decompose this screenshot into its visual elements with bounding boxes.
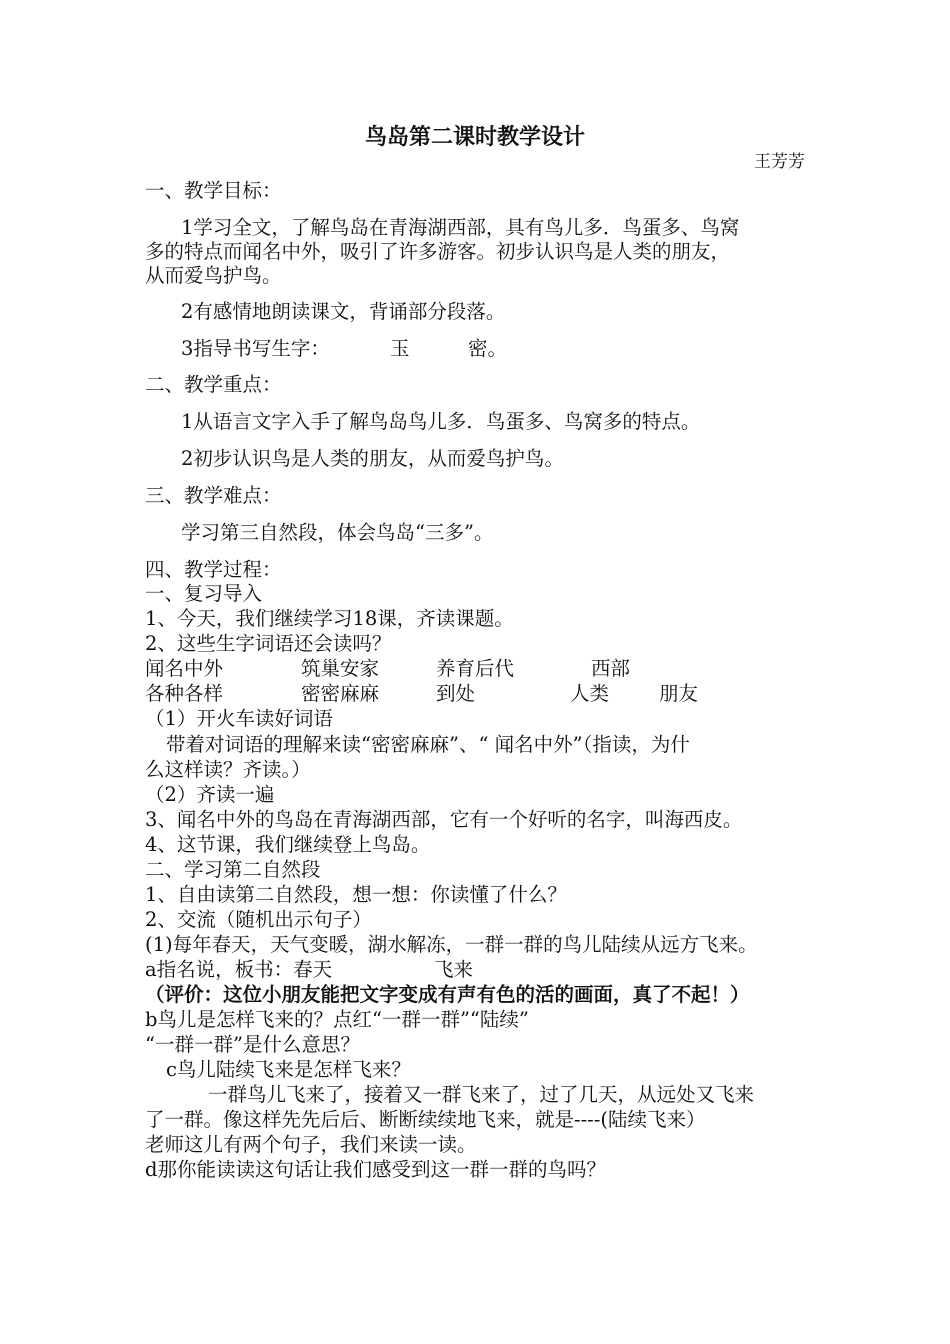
process-part1-sub1-detail-line2: 么这样读？齐读。）: [145, 758, 311, 781]
process-part1-line2: 2、这些生字词语还会读吗？: [145, 632, 392, 655]
process-part1-sub1-detail-line1: 带着对词语的理解来读“密密麻麻”、“ 闻名中外”（指读，为什: [166, 733, 690, 756]
goal1-line2: 多的特点而闻名中外，吸引了许多游客。初步认识鸟是人类的朋友，: [145, 240, 731, 263]
word-item: 人类: [570, 682, 610, 705]
key2: 2初步认识鸟是人类的朋友，从而爱鸟护鸟。: [181, 447, 564, 470]
key1: 1从语言文字入手了解鸟岛鸟儿多．鸟蛋多、鸟窝多的特点。: [181, 410, 701, 433]
goal2: 2有感情地朗读课文，背诵部分段落。: [181, 300, 506, 323]
difficulty1: 学习第三自然段，体会鸟岛“三多”。: [181, 521, 494, 544]
evaluation-note: （评价：这位小朋友能把文字变成有声有色的活的画面，真了不起！）: [145, 983, 750, 1006]
process-part1-sub1: （1）开火车读好词语: [145, 707, 333, 730]
process-part2-b: b鸟儿是怎样飞来的？点红“一群一群”“陆续”: [145, 1008, 529, 1031]
document-title: 鸟岛第二课时教学设计: [364, 125, 585, 150]
word-item: 闻名中外: [145, 657, 224, 680]
goal3-char1: 玉: [390, 337, 410, 360]
process-heading: 四、教学过程：: [145, 558, 282, 581]
word-item: 养育后代: [436, 657, 515, 680]
difficulty-heading: 三、教学难点：: [145, 484, 282, 507]
process-part2-c: c鸟儿陆续飞来是怎样飞来？: [166, 1058, 411, 1081]
process-part2-b2: “一群一群”是什么意思？: [145, 1033, 360, 1056]
goal1-line3: 从而爱鸟护鸟。: [145, 264, 282, 287]
key-heading: 二、教学重点：: [145, 373, 282, 396]
process-part1-line3: 3、闻名中外的鸟岛在青海湖西部，它有一个好听的名字，叫海西皮。: [145, 808, 743, 831]
goals-heading: 一、教学目标：: [145, 179, 282, 202]
process-part2-line3: (1)每年春天，天气变暖，湖水解冻，一群一群的鸟儿陆续从远方飞来。: [145, 933, 758, 956]
process-part2-a-label: a指名说，板书：春天: [145, 958, 333, 981]
process-part1-line1: 1、今天，我们继续学习18课，齐读课题。: [145, 607, 514, 630]
goal1-line1: 1学习全文，了解鸟岛在青海湖西部，具有鸟儿多．鸟蛋多、鸟窝: [181, 216, 740, 239]
goal3-char2: 密。: [468, 337, 508, 360]
word-item: 朋友: [659, 682, 699, 705]
word-item: 各种各样: [145, 682, 224, 705]
process-part2-teacher: 老师这儿有两个句子，我们来读一读。: [145, 1133, 477, 1156]
word-item: 筑巢安家: [301, 657, 380, 680]
process-part2-heading: 二、学习第二自然段: [145, 858, 321, 881]
process-part2-line2: 2、交流（随机出示句子）: [145, 908, 372, 931]
goal3-label: 3指导书写生字：: [181, 337, 330, 360]
process-part2-c-detail-line1: 一群鸟儿飞来了，接着又一群飞来了，过了几天，从远处又飞来: [208, 1083, 755, 1106]
process-part2-c-detail-line2: 了一群。像这样先先后后、断断续续地飞来，就是----(陆续飞来）: [145, 1108, 706, 1131]
process-part2-d: d那你能读读这句话让我们感受到这一群一群的鸟吗？: [145, 1158, 606, 1181]
word-item: 密密麻麻: [301, 682, 380, 705]
process-part1-line4: 4、这节课，我们继续登上鸟岛。: [145, 833, 431, 856]
process-part2-line1: 1、自由读第二自然段，想一想：你读懂了什么？: [145, 883, 567, 906]
word-item: 西部: [591, 657, 631, 680]
process-part1-sub2: （2）齐读一遍: [145, 783, 275, 806]
author-name: 王芳芳: [754, 152, 805, 172]
word-item: 到处: [436, 682, 476, 705]
process-part1-heading: 一、复习导入: [145, 582, 263, 605]
process-part2-a-word: 飞来: [434, 958, 474, 981]
